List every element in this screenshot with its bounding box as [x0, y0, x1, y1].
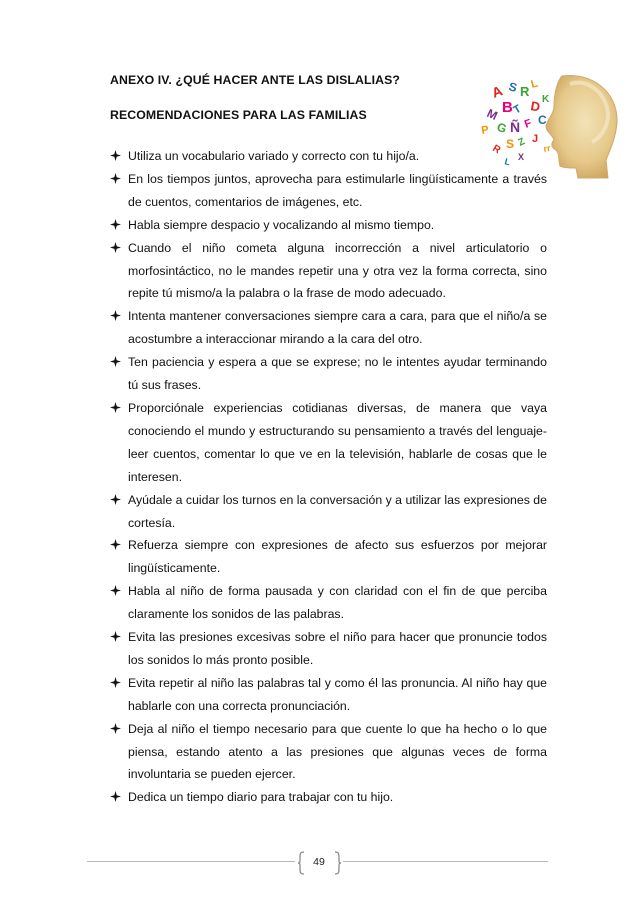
recommendation-text: Utiliza un vocabulario variado y correcto con tu hijo/a. — [128, 149, 420, 163]
svg-text:rr: rr — [542, 142, 552, 154]
list-item — [110, 786, 547, 809]
svg-text:Z: Z — [516, 136, 527, 149]
svg-text:A: A — [489, 82, 505, 101]
svg-text:S: S — [506, 137, 515, 151]
recommendation-text: Evita las presiones excesivas sobre el niño para hacer que pronuncie todos los sonidos lo más pronto posible. — [128, 630, 547, 667]
page-number: 49 — [313, 856, 325, 868]
list-item — [110, 305, 547, 351]
recommendation-text: Dedica un tiempo diario para trabajar con tu hijo. — [128, 790, 394, 805]
list-item — [110, 237, 547, 306]
list-item — [110, 397, 547, 489]
list-item — [110, 626, 547, 672]
svg-text:J: J — [532, 133, 539, 145]
list-item — [110, 672, 547, 718]
diamond-bullet-icon — [110, 494, 121, 505]
list-item — [110, 580, 547, 626]
diamond-bullet-icon — [110, 539, 121, 550]
right-brace-icon — [334, 851, 342, 875]
list-item — [110, 489, 547, 535]
svg-text:R: R — [520, 84, 530, 99]
diamond-bullet-icon — [110, 356, 121, 367]
svg-text:C: C — [538, 113, 547, 127]
svg-text:L: L — [529, 77, 540, 91]
recommendation-text: Deja al niño el tiempo necesario para que cuente lo que ha hecho o lo que piensa, estando atento a las presiones que algunas veces de forma involuntaria se pueden ejercer. — [128, 721, 547, 782]
recommendation-text: Evita repetir al niño las palabras tal y como él las pronuncia. Al niño hay que hablarle con una correcta pronunciación. — [128, 675, 547, 713]
recommendation-text: Intenta mantener conversaciones siempre cara a cara, para que el niño/a se acostumbre a interaccionar mirando a la cara del otro. — [128, 309, 547, 347]
recommendation-text: Ayúdale a cuidar los turnos en la conversación y a utilizar las expresiones de cortesía. — [128, 492, 547, 530]
diamond-bullet-icon — [110, 585, 121, 596]
recommendation-text: Refuerza siempre con expresiones de afecto sus esfuerzos por mejorar lingüísticamente. — [128, 538, 547, 576]
svg-text:Ñ: Ñ — [510, 119, 521, 135]
svg-text:M: M — [484, 106, 500, 123]
diamond-bullet-icon — [110, 310, 121, 321]
footer-rule-right — [343, 861, 548, 862]
diamond-bullet-icon — [110, 402, 121, 413]
list-item — [110, 718, 547, 787]
diamond-bullet-icon — [110, 173, 121, 184]
diamond-bullet-icon — [110, 631, 121, 642]
recommendation-list — [110, 145, 547, 809]
list-item — [110, 214, 547, 237]
recommendation-text: Cuando el niño cometa alguna incorrección a nivel articulatorio o morfosintáctico, no le mandes repetir una y otra vez la forma correcta, sino repite tú mismo/a la palabra o la frase de modo adecuado. — [128, 240, 547, 301]
diamond-bullet-icon — [110, 219, 121, 230]
diamond-bullet-icon — [110, 723, 121, 734]
svg-text:G: G — [494, 119, 509, 137]
svg-text:X: X — [518, 152, 525, 162]
svg-text:D: D — [529, 98, 542, 115]
diamond-bullet-icon — [110, 791, 121, 802]
svg-text:B: B — [502, 99, 513, 116]
recommendation-text: Habla siempre despacio y vocalizando al mismo tiempo. — [128, 217, 435, 232]
svg-text:S: S — [507, 79, 519, 95]
annex-title: ANEXO IV. ¿QUÉ HACER ANTE LAS DISLALIAS? — [110, 73, 401, 87]
list-item — [110, 168, 547, 214]
list-item — [110, 534, 547, 580]
diamond-bullet-icon — [110, 677, 121, 688]
list-item — [110, 145, 547, 168]
svg-text:L: L — [503, 156, 512, 168]
section-title: RECOMENDACIONES PARA LAS FAMILIAS — [110, 108, 367, 122]
svg-text:P: P — [480, 123, 490, 137]
diamond-bullet-icon — [110, 150, 121, 161]
recommendation-text: En los tiempos juntos, aprovecha para estimularle lingüísticamente a través de cuentos, comentarios de imágenes, etc. — [128, 171, 547, 209]
list-item — [110, 351, 547, 397]
svg-text:T: T — [511, 102, 524, 117]
recommendation-text: Ten paciencia y espera a que se exprese; no le intentes ayudar terminando tú sus frases. — [128, 355, 547, 393]
recommendation-text: Proporciónale experiencias cotidianas diversas, de manera que vaya conociendo el mundo y estructurando su pensamiento a través del lenguaje- leer cuentos, comentar lo que ve en la televisión, hablarle de cosas que le interesen. — [128, 400, 547, 484]
svg-text:K: K — [542, 94, 550, 105]
footer-rule-left — [87, 861, 295, 862]
svg-text:R: R — [490, 143, 503, 157]
recommendation-text: Habla al niño de forma pausada y con claridad con el fin de que perciba claramente los sonidos de las palabras. — [128, 584, 547, 622]
diamond-bullet-icon — [110, 242, 121, 253]
svg-text:F: F — [522, 117, 534, 131]
